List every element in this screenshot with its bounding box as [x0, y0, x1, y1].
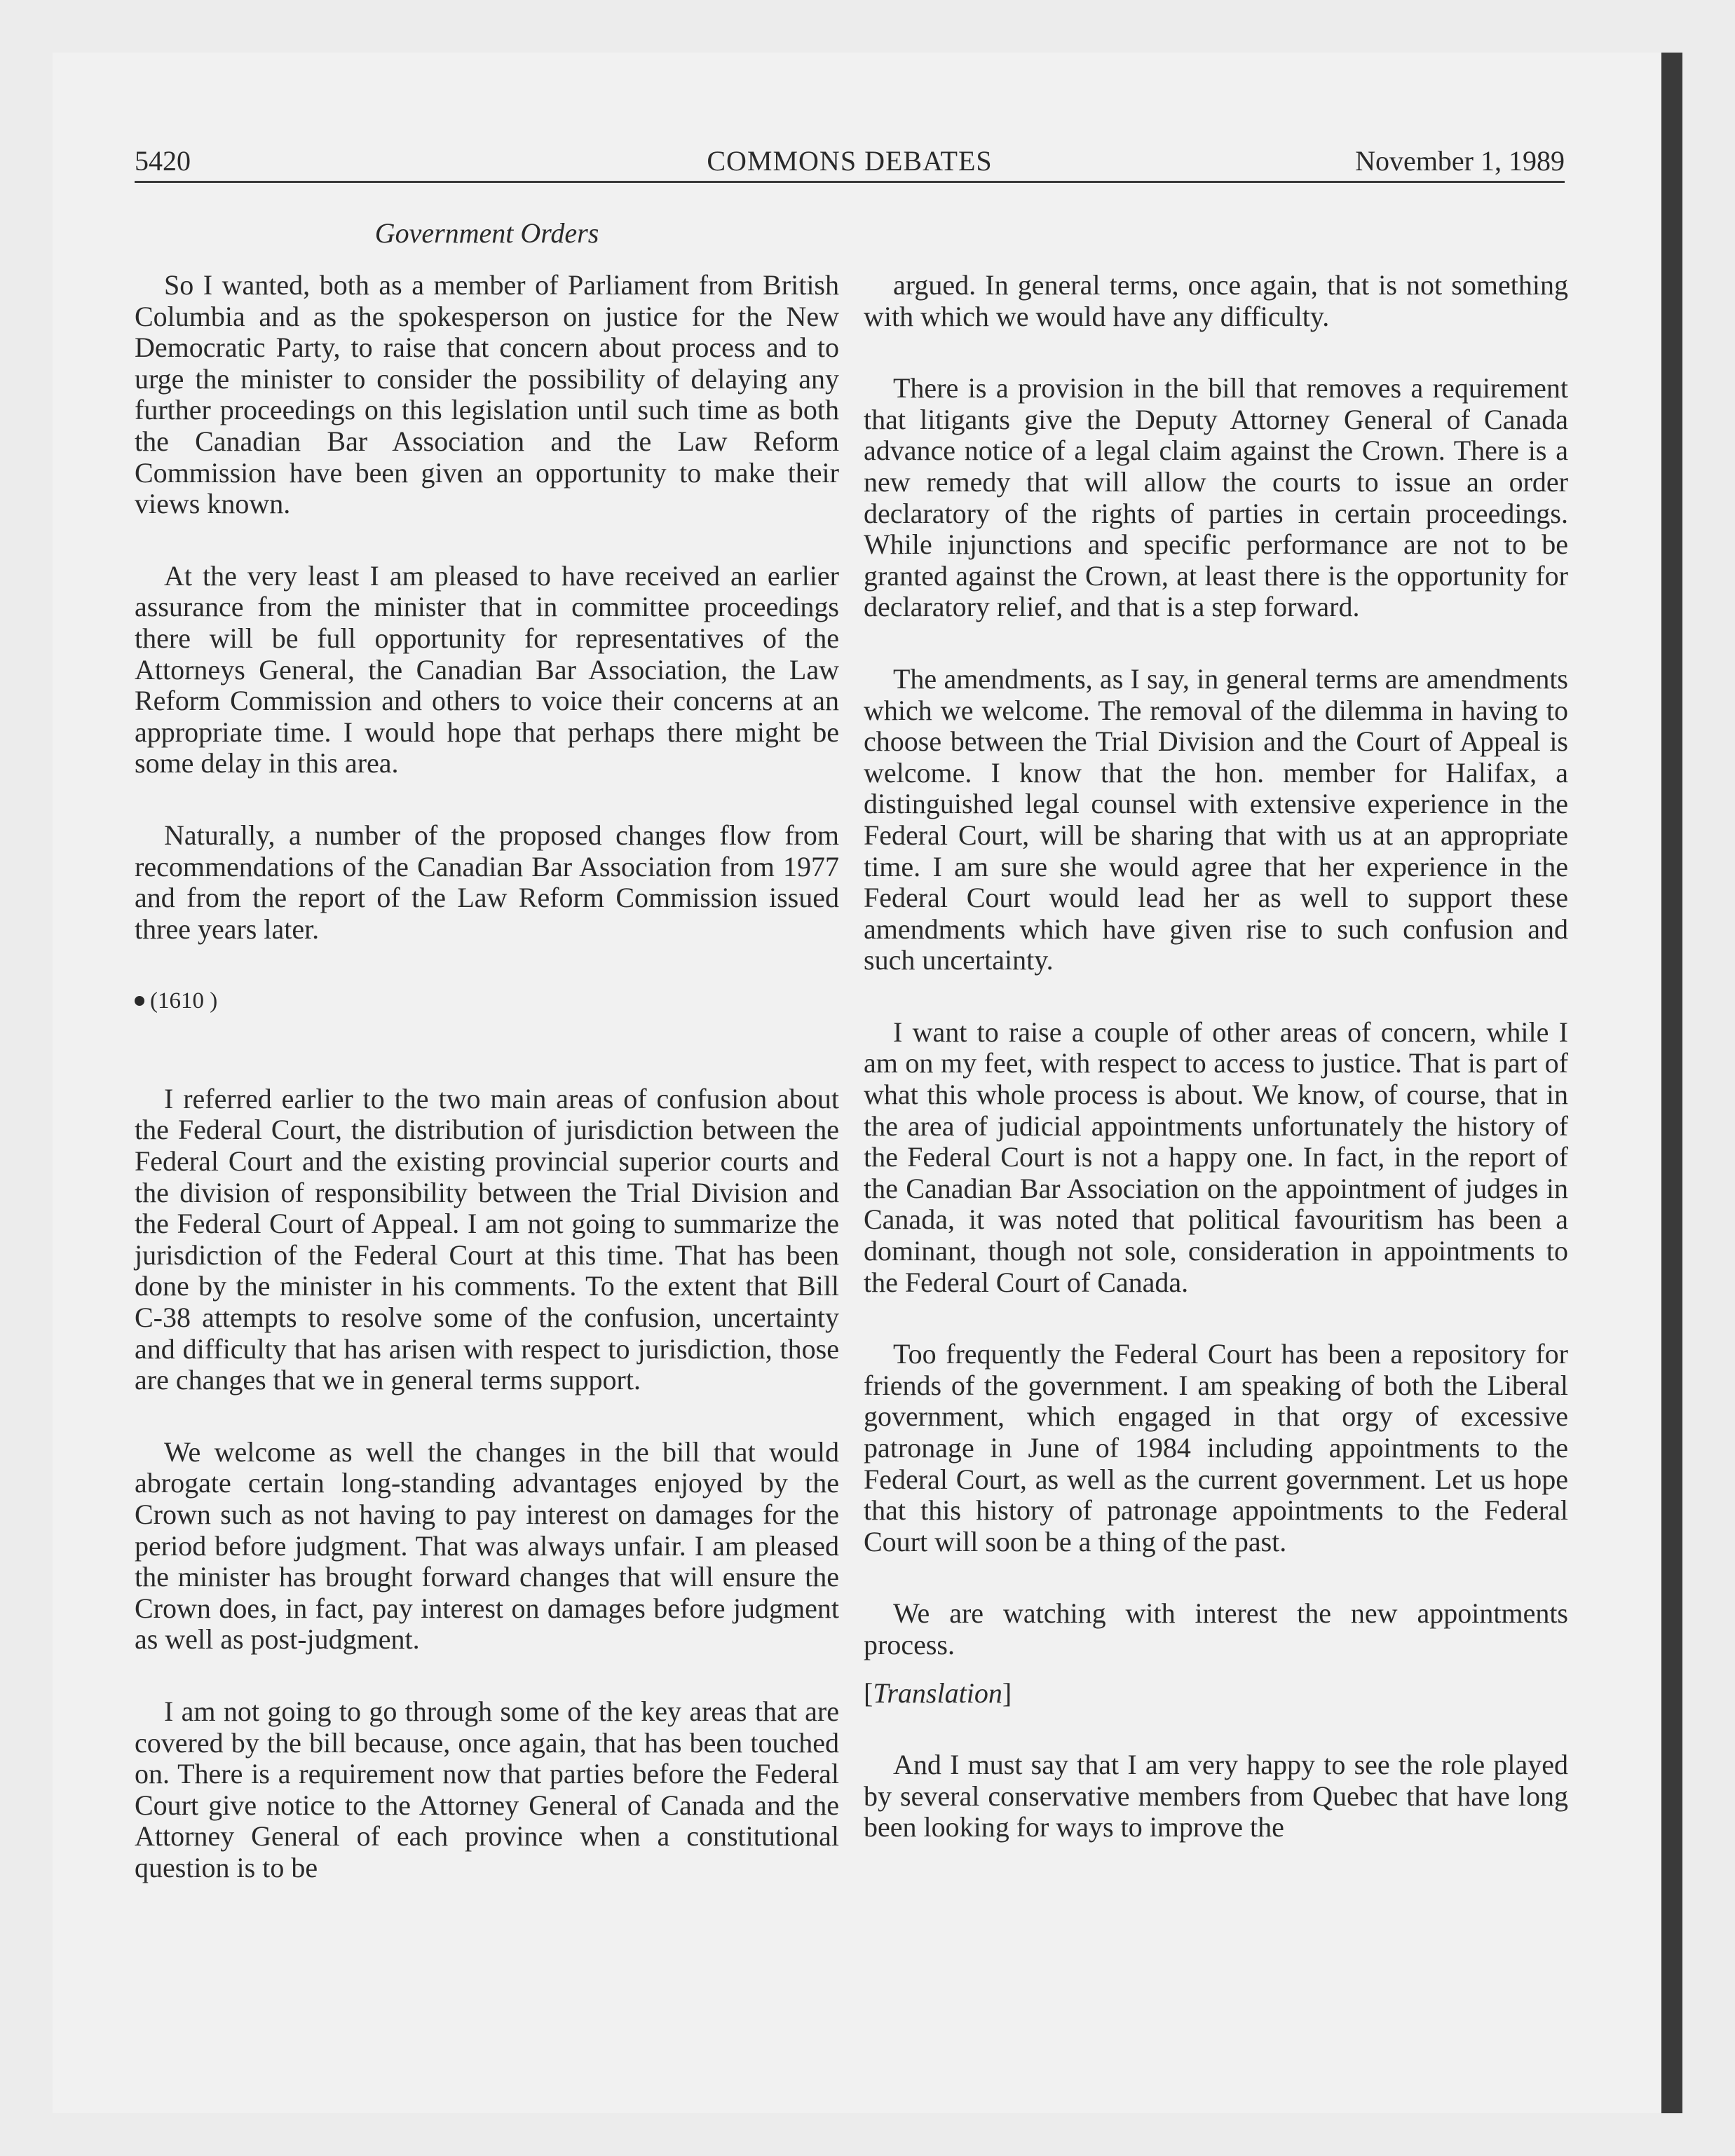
translation-note — [864, 1678, 1568, 1710]
bullet-icon — [135, 996, 144, 1006]
paragraph: And I must say that I am very happy to see the role played by several conservative members from Quebec that have long been looking for ways to improve the — [864, 1749, 1568, 1843]
paragraph: argued. In general terms, once again, that is not something with which we would have any difficulty. — [864, 269, 1568, 332]
bracket-open: [ — [864, 1677, 873, 1709]
paragraph: So I wanted, both as a member of Parliament from British Columbia and as the spokesperson on justice for the New Democratic Party, to raise that concern about process and to urge the minister to consider the possibility of delaying any further proceedings on this legislation until such time as both the Canadian Bar Association and the Law Reform Commission have been given an opportunity to make their views known. — [135, 269, 839, 520]
paragraph: Too frequently the Federal Court has been a repository for friends of the government. I am speaking of both the Liberal government, which engaged in that orgy of excessive patronage in June of 1984 including appointments to the Federal Court, as well as the current government. Let us hope that this history of patronage appointments to the Federal Court will soon be a thing of the past. — [864, 1338, 1568, 1557]
translation-label: Translation — [873, 1677, 1002, 1709]
section-title: Government Orders — [374, 217, 599, 249]
left-column — [135, 270, 839, 1925]
right-column — [864, 270, 1568, 1884]
paragraph: I want to raise a couple of other areas of concern, while I am on my feet, with respect to access to justice. That is part of what this whole process is about. We know, of course, that in the area of judicial appointments unfortunately the history of the Federal Court is not a happy one. In fact, in the report of the Canadian Bar Association on the appointment of judges in Canada, it was noted that political favouritism has been a dominant, though not sole, consideration in appointments to the Federal Court of Canada. — [864, 1016, 1568, 1298]
paragraph: We welcome as well the changes in the bill that would abrogate certain long-standing advantages enjoyed by the Crown such as not having to pay interest on damages for the period before judgment. That was always unfair. I am pleased the minister has brought forward changes that will ensure the Crown does, in fact, pay interest on damages before judgment as well as post-judgment. — [135, 1435, 839, 1656]
paragraph: There is a provision in the bill that removes a requirement that litigants give the Deputy Attorney General of Canada advance notice of a legal claim against the Crown. There is a new remedy that will allow the courts to issue an order declaratory of the rights of parties in certain proceedings. While injunctions and specific performance are not to be granted against the Crown, at least there is the opportunity for declaratory relief, and that is a step forward. — [864, 372, 1568, 623]
paragraph: I am not going to go through some of the key areas that are covered by the bill because, once again, that has been touched on. There is a requirement now that parties before the Federal Court give notice to the Attorney General of Canada and the Attorney General of each province when a constitutional question is to be — [135, 1695, 839, 1883]
paragraph: Naturally, a number of the proposed changes flow from recommendations of the Canadian Bar Association from 1977 and from the report of the Law Reform Commission issued three years later. — [135, 819, 839, 945]
header-rule — [135, 181, 1565, 183]
running-head — [135, 140, 1565, 182]
bracket-close: ] — [1002, 1677, 1012, 1709]
time-marker-text: (1610 ) — [150, 988, 218, 1014]
scan-edge-shadow — [1661, 53, 1682, 2113]
journal-title: COMMONS DEBATES — [707, 145, 993, 177]
paragraph: I referred earlier to the two main areas of confusion about the Federal Court, the distribution of jurisdiction between the Federal Court and the existing provincial superior courts and the division of responsibility between the Trial Division and the Federal Court of Appeal. I am not going to summarize the jurisdiction of the Federal Court at this time. That has been done by the minister in his comments. To the extent that Bill C-38 attempts to resolve some of the confusion, uncertainty and difficulty that has arisen with respect to jurisdiction, those are changes that we in general terms support. — [135, 1082, 839, 1396]
paragraph: The amendments, as I say, in general terms are amendments which we welcome. The removal of the dilemma in having to choose between the Trial Division and the Court of Appeal is welcome. I know that the hon. member for Halifax, a distinguished legal counsel with extensive experience in the Federal Court, will be sharing that with us at an appropriate time. I am sure she would agree that her experience in the Federal Court would lead her as well to support these amendments which have given rise to such confusion and such uncertainty. — [864, 662, 1568, 976]
paragraph: At the very least I am pleased to have received an earlier assurance from the minister that in committee proceedings there will be full opportunity for representatives of the Attorneys General, the Canadian Bar Association, the Law Reform Commission and others to voice their concerns at an appropriate time. I would hope that perhaps there might be some delay in this area. — [135, 559, 839, 779]
paragraph: We are watching with interest the new appointments process. — [864, 1597, 1568, 1660]
page-number: 5420 — [135, 145, 191, 177]
issue-date: November 1, 1989 — [1355, 145, 1565, 177]
time-marker — [135, 985, 839, 1017]
